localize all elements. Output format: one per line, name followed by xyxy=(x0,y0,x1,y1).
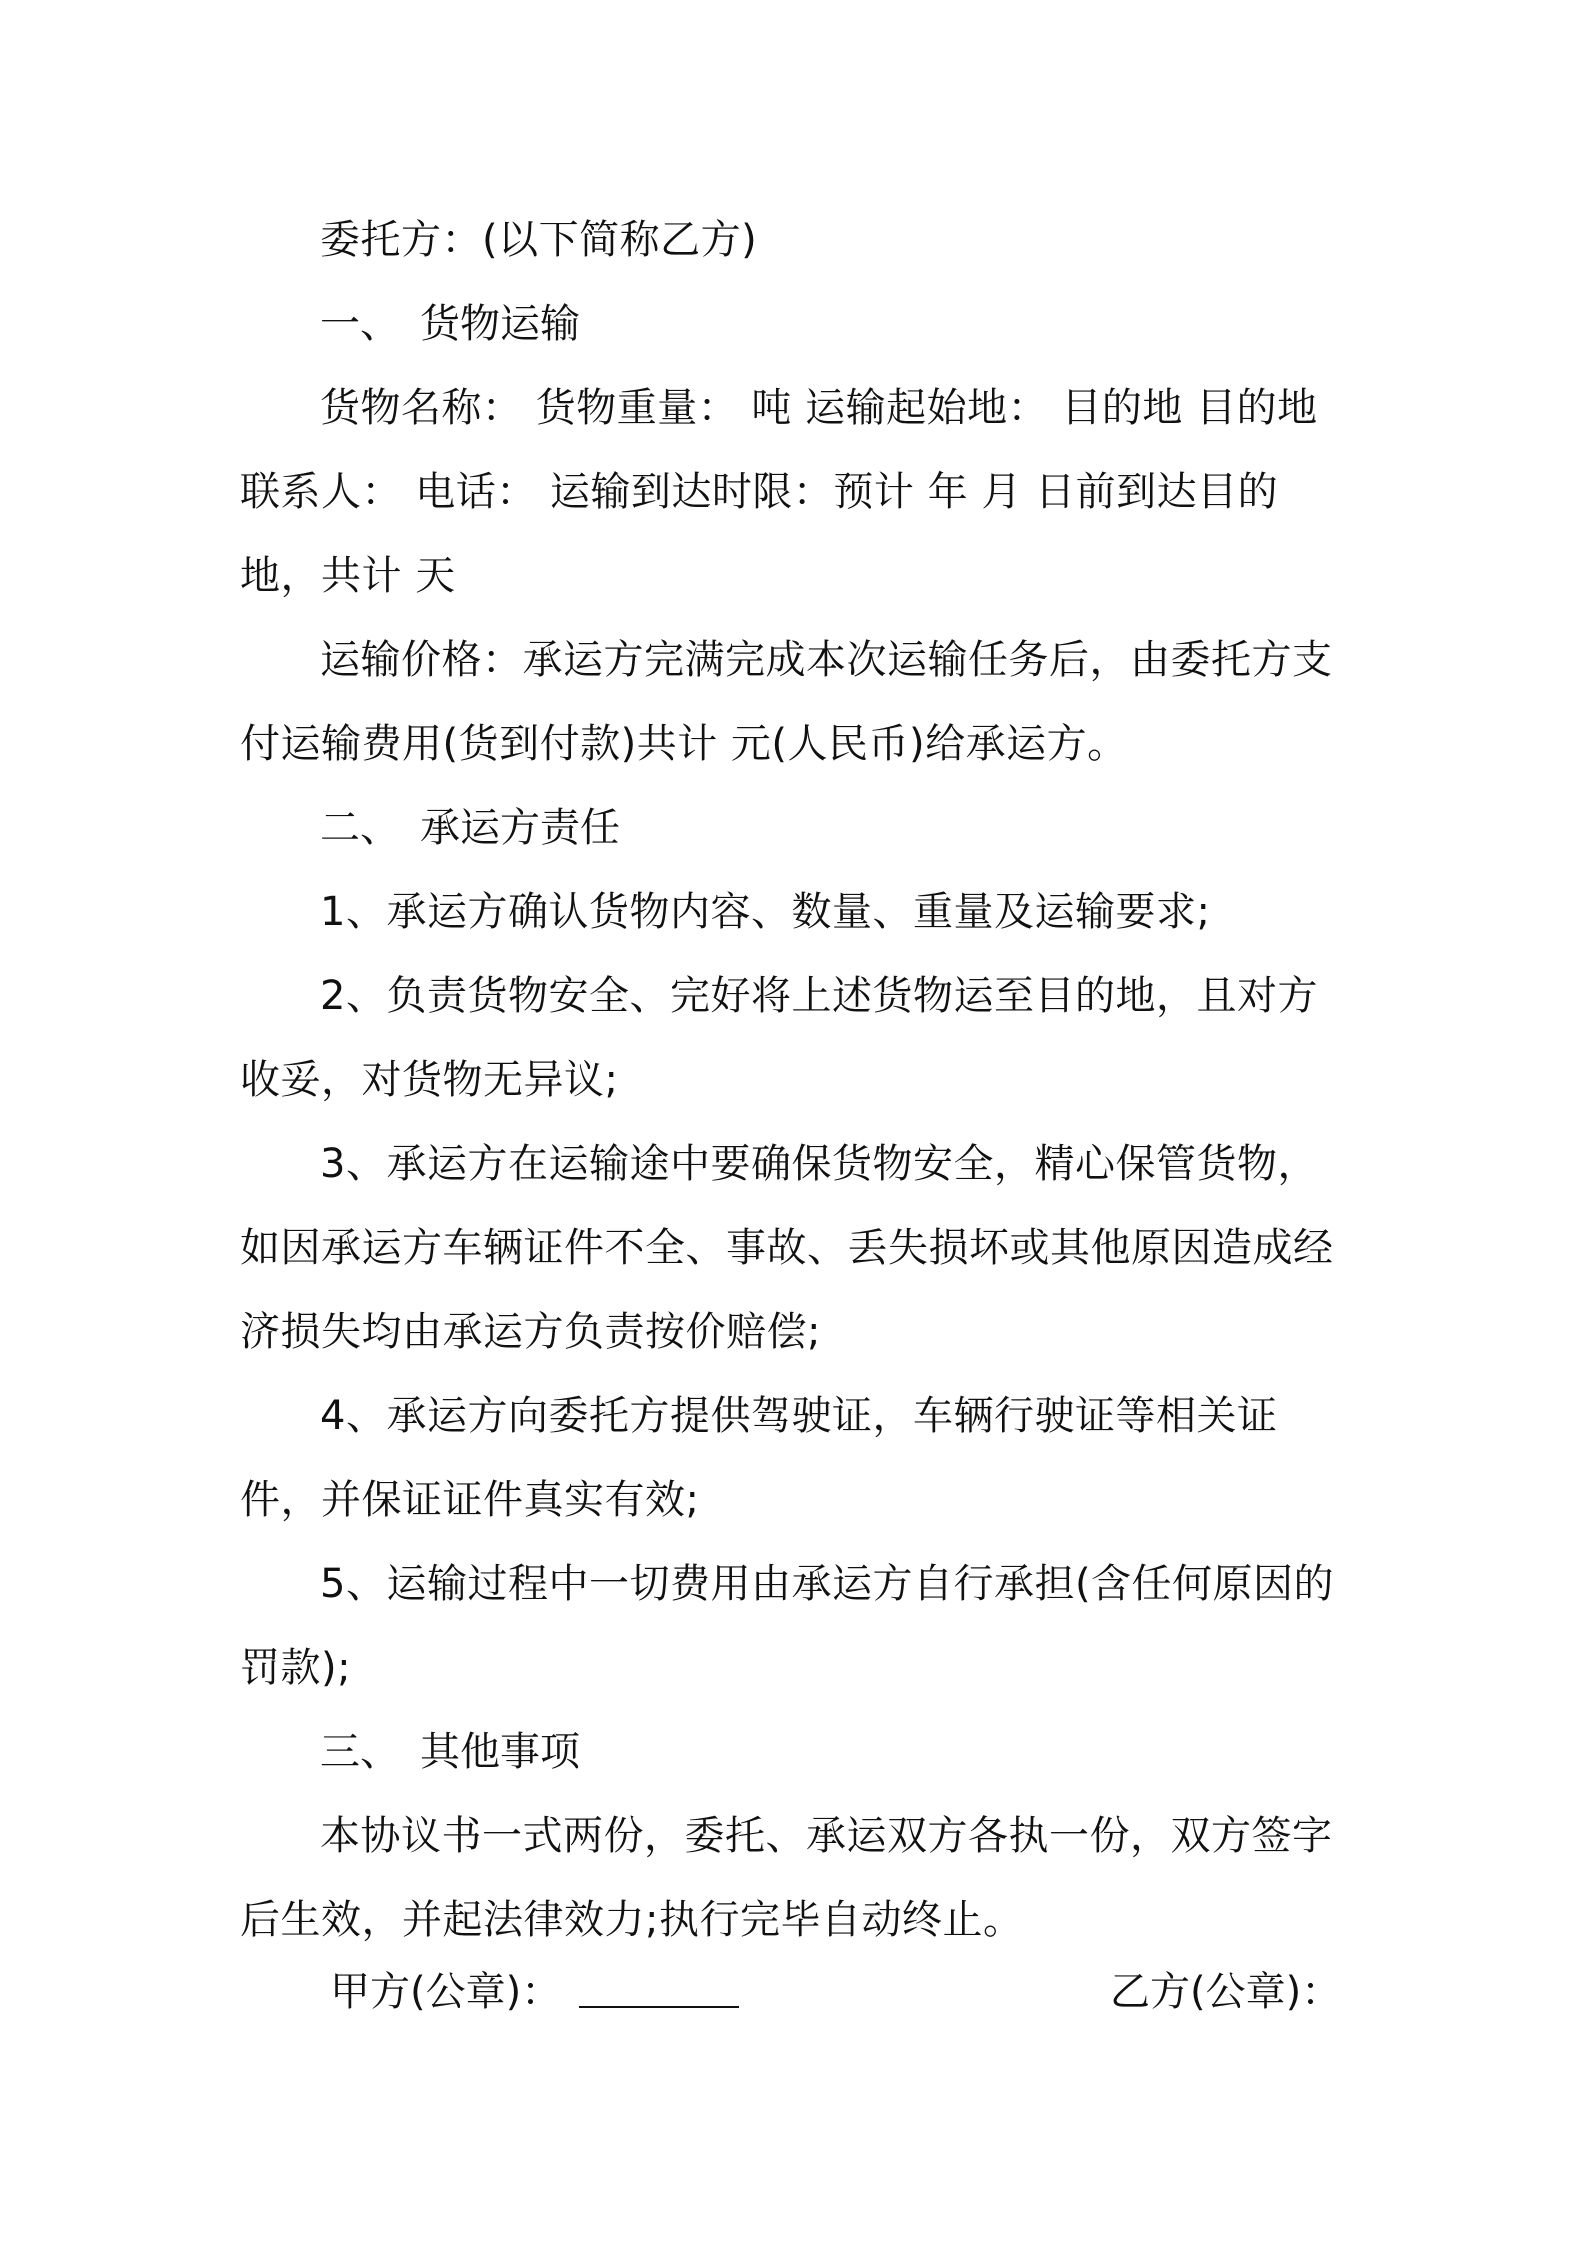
section-number-1: 一、 xyxy=(320,301,400,347)
section-title-2: 承运方责任 xyxy=(420,805,620,851)
signature-row xyxy=(330,1950,1350,2034)
party-a-signature-line xyxy=(579,1950,739,2008)
section-number-2: 二、 xyxy=(320,805,400,851)
section-title-1: 货物运输 xyxy=(420,301,580,347)
responsibility-item: 3、承运方在运输途中要确保货物安全，精心保管货物，如因承运方车辆证件不全、事故、丢失损坏或其他原因造成经济损失均由承运方负责按价赔偿; xyxy=(240,1141,1334,1355)
price-paragraph: 运输价格：承运方完满完成本次运输任务后，由委托方支付运输费用(货到付款)共计 元(人民币)给承运方。 xyxy=(240,637,1333,767)
responsibility-item: 1、承运方确认货物内容、数量、重量及运输要求; xyxy=(320,889,1211,935)
responsibility-item: 5、运输过程中一切费用由承运方自行承担(含任何原因的罚款); xyxy=(240,1561,1335,1691)
party-a-label: 甲方(公章)： xyxy=(330,1969,562,2015)
section-heading-1 xyxy=(240,282,1352,366)
party-b-signature xyxy=(1110,1950,1341,2034)
party-b-label: 乙方(公章)： xyxy=(1110,1969,1342,2015)
agreement-paragraph: 本协议书一式两份，委托、承运双方各执一份，双方签字后生效，并起法律效力;执行完毕自动终止。 xyxy=(240,1813,1333,1943)
responsibility-item: 2、负责货物安全、完好将上述货物运至目的地，且对方收妥，对货物无异议; xyxy=(240,973,1318,1103)
intro-line: 委托方：(以下简称乙方) xyxy=(320,217,758,263)
section-number-3: 三、 xyxy=(320,1729,400,1775)
responsibility-item: 4、承运方向委托方提供驾驶证，车辆行驶证等相关证件，并保证证件真实有效; xyxy=(240,1393,1278,1523)
section-title-3: 其他事项 xyxy=(420,1729,580,1775)
document-body xyxy=(240,198,1352,1962)
party-a-signature xyxy=(330,1950,739,2034)
section-heading-2 xyxy=(240,786,1352,870)
cargo-details-paragraph: 货物名称： 货物重量： 吨 运输起始地： 目的地 目的地联系人： 电话： 运输到达时限：预计 年 月 日前到达目的地，共计 天 xyxy=(240,385,1318,599)
section-heading-3 xyxy=(240,1710,1352,1794)
